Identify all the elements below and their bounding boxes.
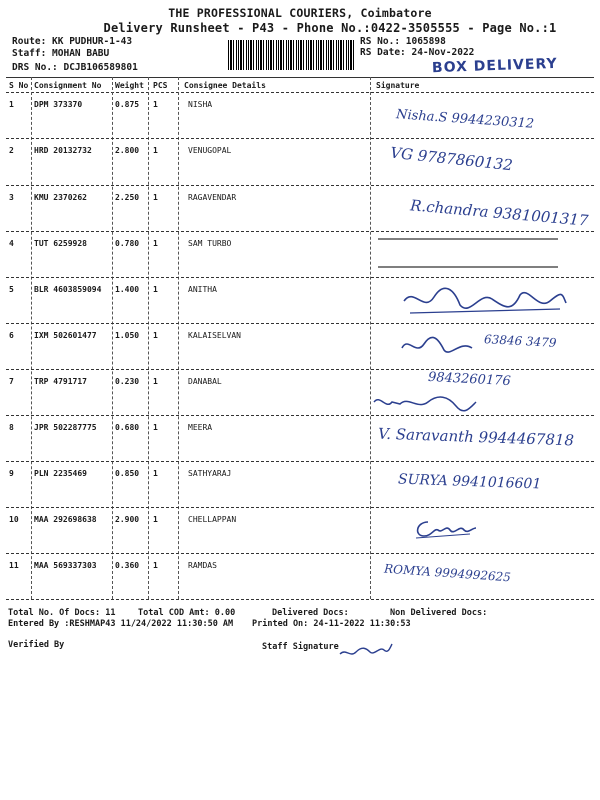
row-consignee: DANABAL (188, 377, 222, 386)
drs-number: DRS No.: DCJB106589801 (12, 62, 138, 73)
row-consignee: NISHA (188, 100, 213, 109)
entered-by: Entered By :RESHMAP43 11/24/2022 11:30:50 AM (8, 619, 234, 629)
column-divider (178, 77, 179, 599)
row-consignment: PLN 2235469 (34, 469, 87, 478)
row-weight: 0.850 (115, 469, 140, 478)
column-divider (31, 77, 32, 599)
row-pcs: 1 (153, 100, 158, 109)
box-delivery-stamp: BOX DELIVERY (431, 55, 558, 77)
handwritten-signature (400, 283, 570, 323)
row-sno: 7 (9, 377, 14, 386)
row-pcs: 1 (153, 377, 158, 386)
rs-date: RS Date: 24-Nov-2022 (360, 47, 475, 58)
col-sno-header: S No (9, 81, 29, 90)
rs-number: RS No.: 1065898 (360, 36, 446, 47)
table-bottom-border (6, 599, 594, 600)
row-consignment: MAA 292698638 (34, 515, 97, 524)
row-consignee: VENUGOPAL (188, 146, 232, 155)
total-cod-amount: Total COD Amt: 0.00 (138, 608, 236, 618)
row-consignee: ANITHA (188, 285, 217, 294)
row-consignment: TRP 4791717 (34, 377, 87, 386)
row-consignment: DPM 373370 (34, 100, 83, 109)
staff-signature-scribble (336, 638, 396, 662)
col-signature-header: Signature (376, 81, 420, 90)
row-consignee: SAM TURBO (188, 239, 232, 248)
row-weight: 0.680 (115, 423, 140, 432)
handwritten-signature (370, 392, 480, 414)
row-sno: 1 (9, 100, 14, 109)
col-pcs-header: PCS (153, 81, 168, 90)
row-consignee: RAGAVENDAR (188, 193, 237, 202)
staff-signature-label: Staff Signature (262, 642, 339, 652)
row-divider (6, 415, 594, 416)
col-consignment-header: Consignment No (34, 81, 102, 90)
row-divider (6, 277, 594, 278)
column-divider (370, 77, 371, 599)
row-pcs: 1 (153, 239, 158, 248)
row-sno: 3 (9, 193, 14, 202)
column-divider (112, 77, 113, 599)
row-pcs: 1 (153, 146, 158, 155)
row-weight: 0.875 (115, 100, 140, 109)
row-consignment: HRD 20132732 (34, 146, 92, 155)
row-pcs: 1 (153, 515, 158, 524)
row-weight: 1.050 (115, 331, 140, 340)
row-sno: 10 (9, 515, 19, 524)
row-consignment: JPR 502287775 (34, 423, 97, 432)
row-signature: 63846 3479 (483, 332, 557, 350)
col-weight-header: Weight (115, 81, 144, 90)
table-top-border (6, 77, 594, 78)
row-sno: 4 (9, 239, 14, 248)
row-consignment: BLR 4603859094 (34, 285, 102, 294)
row-weight: 0.230 (115, 377, 140, 386)
col-consignee-header: Consignee Details (184, 81, 266, 90)
verified-by-label: Verified By (8, 640, 65, 650)
delivered-docs: Delivered Docs: (272, 608, 349, 618)
company-title: THE PROFESSIONAL COURIERS, Coimbatore (168, 6, 432, 20)
row-divider (6, 185, 594, 186)
handwritten-signature (410, 516, 480, 542)
row-divider (6, 507, 594, 508)
row-consignee: KALAISELVAN (188, 331, 241, 340)
printed-on: Printed On: 24-11-2022 11:30:53 (252, 619, 411, 629)
row-weight: 0.360 (115, 561, 140, 570)
row-signature: R.chandra 9381001317 (409, 196, 590, 230)
row-signature: VG 9787860132 (389, 143, 514, 175)
runsheet-title: Delivery Runsheet - P43 - Phone No.:0422-3505555 - Page No.:1 (103, 21, 557, 35)
row-weight: 0.780 (115, 239, 140, 248)
row-consignment: IXM 502601477 (34, 331, 97, 340)
row-weight: 2.900 (115, 515, 140, 524)
staff-label: Staff: MOHAN BABU (12, 48, 110, 59)
row-divider (6, 323, 594, 324)
row-pcs: 1 (153, 469, 158, 478)
row-signature: SURYA 9941016601 (397, 471, 542, 493)
row-consignee: CHELLAPPAN (188, 515, 237, 524)
route-label: Route: KK PUDHUR-1-43 (12, 36, 133, 47)
row-consignee: RAMDAS (188, 561, 217, 570)
column-divider (148, 77, 149, 599)
row-pcs: 1 (153, 193, 158, 202)
row-signature: V. Saravanth 9944467818 (377, 424, 575, 450)
row-weight: 1.400 (115, 285, 140, 294)
row-consignee: SATHYARAJ (188, 469, 232, 478)
row-consignment: TUT 6259928 (34, 239, 87, 248)
row-sno: 6 (9, 331, 14, 340)
row-divider (6, 138, 594, 139)
row-divider (6, 461, 594, 462)
total-docs: Total No. Of Docs: 11 (8, 608, 116, 618)
row-signature: Nisha.S 9944230312 (395, 107, 535, 132)
row-pcs: 1 (153, 285, 158, 294)
row-pcs: 1 (153, 561, 158, 570)
non-delivered-docs: Non Delivered Docs: (390, 608, 488, 618)
row-sno: 2 (9, 146, 14, 155)
row-sno: 11 (9, 561, 19, 570)
row-weight: 2.800 (115, 146, 140, 155)
row-divider (6, 553, 594, 554)
row-divider (6, 369, 594, 370)
row-weight: 2.250 (115, 193, 140, 202)
row-divider (6, 231, 594, 232)
row-consignee: MEERA (188, 423, 213, 432)
handwritten-signature (398, 334, 478, 358)
row-consignment: MAA 569337303 (34, 561, 97, 570)
row-consignment: KMU 2370262 (34, 193, 87, 202)
row-sno: 9 (9, 469, 14, 478)
row-pcs: 1 (153, 331, 158, 340)
row-pcs: 1 (153, 423, 158, 432)
barcode (228, 40, 354, 70)
row-signature: ROMYA 9994992625 (383, 561, 512, 585)
row-signature: 9843260176 (427, 369, 512, 390)
row-sno: 5 (9, 285, 14, 294)
row-sno: 8 (9, 423, 14, 432)
rubber-stamp-mark (378, 238, 558, 268)
table-header-border (6, 92, 594, 93)
